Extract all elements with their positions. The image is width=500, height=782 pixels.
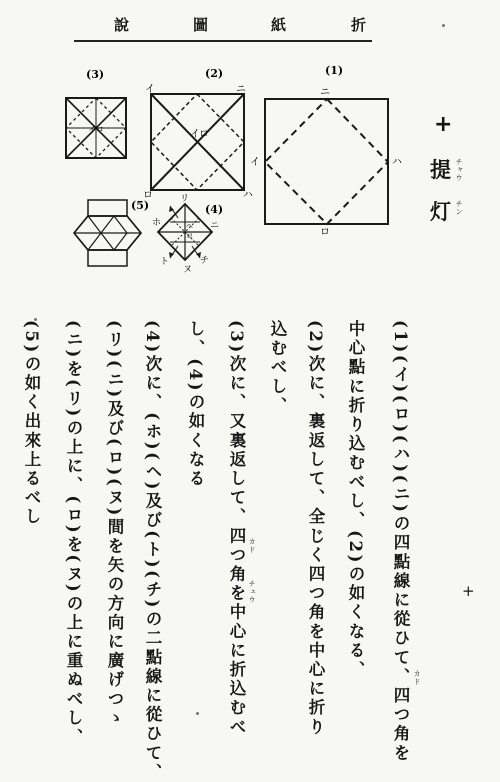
fig4-label-ro: ロ (186, 232, 193, 240)
title-char-2: 灯 (430, 199, 451, 224)
fig4-label-chi: チ (200, 256, 210, 266)
title-char-1: 提 (430, 157, 451, 182)
header-char-2: 圖 (193, 16, 211, 34)
text-column-3: (2)次に、裏返して、全じく四つ角を中心に折り (306, 320, 325, 737)
fig1-outer-square (265, 99, 388, 224)
folding-diagrams (0, 0, 500, 300)
text-column-6: し、(4)の如くなる (186, 320, 205, 489)
fig4-label-ho: ホ (152, 218, 162, 228)
fig4-label-ri: リ (180, 194, 190, 204)
text-column-2: 中心點に折り込むべし、(2)の如くなる、 (346, 320, 365, 680)
header-char-1: 說 (114, 16, 132, 34)
fig2-center-ro: ロ (199, 129, 209, 140)
title-ruby-1: チャウ (455, 158, 463, 182)
figure-4 (152, 194, 223, 275)
figure-1 (250, 64, 402, 238)
ruby-note-chushin: チュウ (248, 580, 256, 604)
fig5-bottom-box (88, 250, 127, 266)
fig3-center-label: イロ (88, 125, 104, 134)
speck (196, 712, 199, 715)
text-column-8: (リ)(ニ)及び(ロ)(ヌ)間を矢の方向に廣げつゝ (105, 320, 124, 728)
title-cross: + (434, 112, 453, 137)
fig4-label-he: ヘ (186, 222, 193, 230)
fig5-number: (5) (131, 199, 150, 212)
fig1-label-ha: ハ (392, 157, 402, 168)
figure-2 (143, 67, 253, 201)
text-column-9: (ニ)を(リ)の上に、(ロ)を(ヌ)の上に重ぬべし、 (64, 320, 83, 748)
fig4-label-ni: ニ (210, 221, 220, 231)
fig5-top-box (88, 200, 127, 216)
title-ruby-2: チン (455, 200, 463, 216)
text-column-1: (1)(イ)(ロ)(ハ)(ニ)の四點線に從ひて、四つ角を (391, 320, 410, 763)
fig2-label-ro: ロ (143, 190, 153, 201)
ruby-note-kado-2: カド (248, 538, 256, 554)
text-column-10: (5)の如く出來上るべし (22, 320, 41, 527)
fig1-dashed-diamond (265, 99, 388, 224)
fig2-label-ha: ハ (243, 190, 253, 201)
text-column-7: (4)次に、(ホ)(ヘ)及び(ト)(チ)の二點線に從ひて、 (143, 320, 162, 782)
fig4-number: (4) (205, 203, 224, 216)
figure-5 (74, 199, 149, 266)
fig2-label-i: イ (145, 84, 155, 95)
ruby-note-kado-1: カド (413, 670, 421, 686)
fig1-label-i: イ (250, 157, 260, 168)
figure-3 (66, 68, 126, 158)
side-cross-mark: + (462, 582, 475, 600)
text-column-4: 込むべし、 (268, 320, 287, 416)
fig2-label-ni: ニ (236, 84, 246, 95)
fig4-label-nu: ヌ (183, 265, 193, 275)
header-char-3: 紙 (271, 16, 289, 34)
fig4-label-to: ト (160, 257, 170, 267)
fig1-number: (1) (325, 64, 344, 77)
fig2-number: (2) (205, 67, 224, 80)
fig2-center-i: イ (190, 129, 200, 140)
fig1-label-ni: ニ (320, 87, 330, 98)
fig1-label-ro: ロ (320, 227, 330, 238)
text-column-5: (3)次に、又裏返して、四つ角を中心に折込むべ (227, 320, 246, 737)
header-char-4: 折 (351, 16, 369, 34)
fig3-number: (3) (86, 68, 105, 81)
